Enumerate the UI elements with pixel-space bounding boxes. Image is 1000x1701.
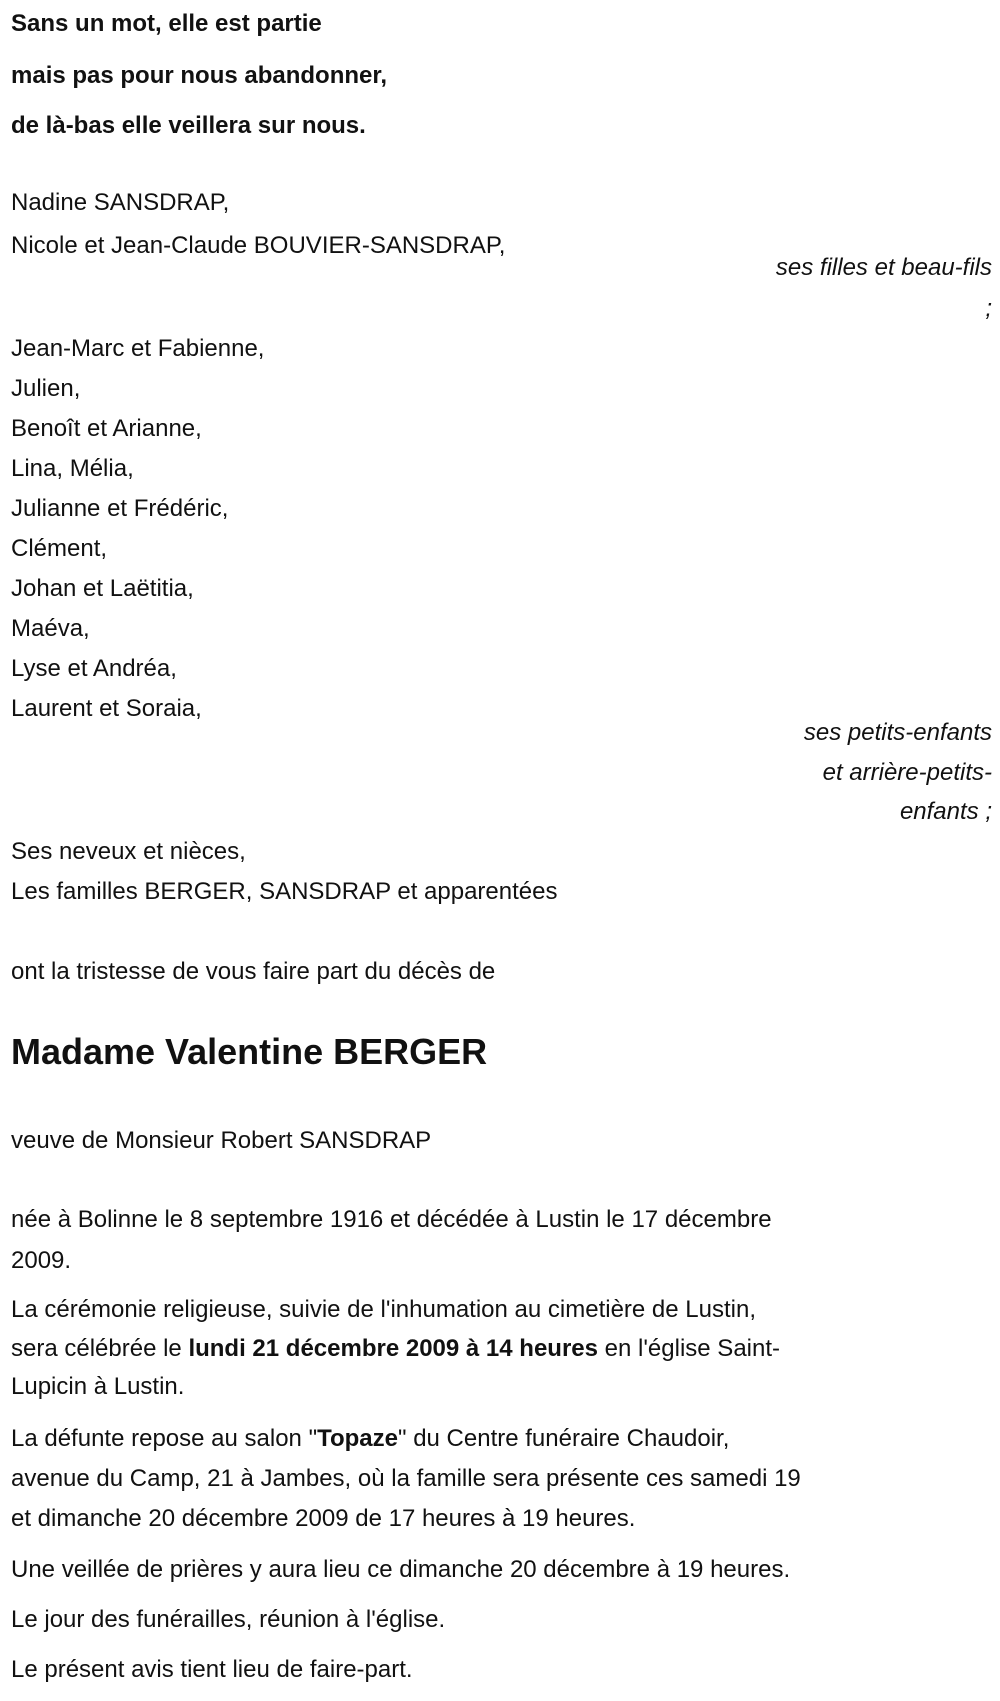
- deceased-name: Madame Valentine BERGER: [11, 1031, 488, 1072]
- viewing-line: avenue du Camp, 21 à Jambes, où la famille sera présente ces samedi 19: [11, 1465, 801, 1492]
- viewing-text: La défunte repose au salon ": [11, 1425, 318, 1452]
- vigil-line: Une veillée de prières y aura lieu ce dimanche 20 décembre à 19 heures.: [11, 1556, 791, 1583]
- ceremony-text: en l'église Saint-: [597, 1335, 780, 1362]
- viewing-text: " du Centre funéraire Chaudoir,: [398, 1425, 730, 1452]
- family-member: Ses neveux et nièces,: [11, 838, 246, 865]
- poem-line: de là-bas elle veillera sur nous.: [11, 112, 366, 139]
- relationship-label: et arrière-petits-: [822, 759, 992, 786]
- family-member: Julien,: [11, 375, 81, 402]
- ceremony-date: lundi 21 décembre 2009 à 14 heures: [188, 1335, 598, 1362]
- birth-death-line: née à Bolinne le 8 septembre 1916 et décédée à Lustin le 17 décembre: [11, 1206, 772, 1233]
- ceremony-line: [11, 1329, 780, 1369]
- poem-line: Sans un mot, elle est partie: [11, 10, 322, 37]
- announcement: ont la tristesse de vous faire part du décès de: [11, 958, 496, 985]
- family-member: Les familles BERGER, SANSDRAP et apparentées: [11, 878, 558, 905]
- family-member: Julianne et Frédéric,: [11, 495, 229, 522]
- family-member: Nicole et Jean-Claude BOUVIER-SANSDRAP,: [11, 232, 506, 259]
- viewing-line: et dimanche 20 décembre 2009 de 17 heures à 19 heures.: [11, 1505, 636, 1532]
- family-member: Jean-Marc et Fabienne,: [11, 335, 265, 362]
- notice-line: Le présent avis tient lieu de faire-part.: [11, 1656, 413, 1683]
- widow-of: veuve de Monsieur Robert SANSDRAP: [11, 1127, 432, 1154]
- family-member: Maéva,: [11, 615, 90, 642]
- birth-death-line: 2009.: [11, 1247, 72, 1274]
- family-member: Johan et Laëtitia,: [11, 575, 194, 602]
- ceremony-line: La cérémonie religieuse, suivie de l'inhumation au cimetière de Lustin,: [11, 1296, 756, 1323]
- relationship-label: ses petits-enfants: [803, 719, 992, 746]
- poem-line: mais pas pour nous abandonner,: [11, 62, 388, 89]
- family-member: Lyse et Andréa,: [11, 655, 177, 682]
- family-member: Clément,: [11, 535, 108, 562]
- family-member: Lina, Mélia,: [11, 455, 134, 482]
- relationship-label: enfants ;: [899, 798, 992, 825]
- salon-name: Topaze: [317, 1425, 398, 1452]
- relationship-label: ses filles et beau-fils: [775, 254, 992, 281]
- family-member: Laurent et Soraia,: [11, 695, 202, 722]
- relationship-label: ;: [985, 295, 992, 322]
- funeral-day-line: Le jour des funérailles, réunion à l'église.: [11, 1606, 446, 1633]
- family-member: Benoît et Arianne,: [11, 415, 202, 442]
- family-member: Nadine SANSDRAP,: [11, 189, 230, 216]
- ceremony-line: Lupicin à Lustin.: [11, 1373, 185, 1400]
- ceremony-text: sera célébrée le: [11, 1335, 189, 1362]
- viewing-line: [11, 1419, 729, 1459]
